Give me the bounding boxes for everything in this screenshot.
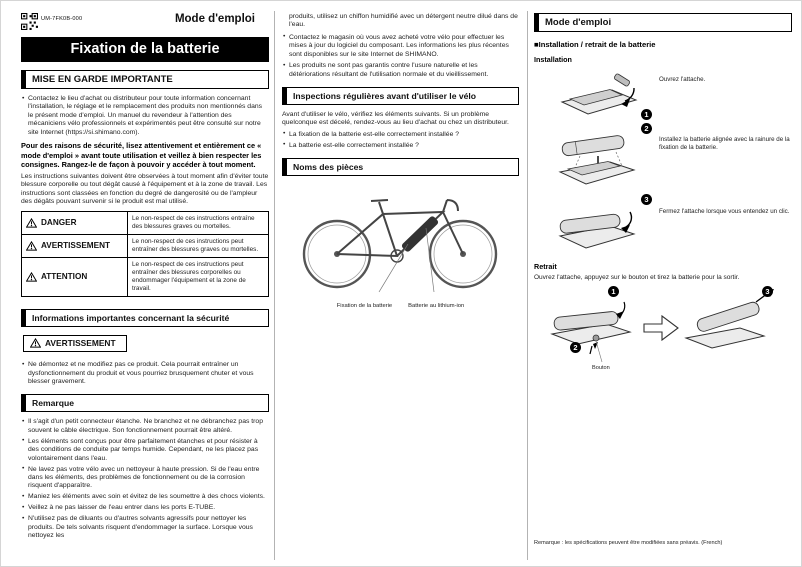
section-header-mode-demploi: Mode d'emploi bbox=[534, 13, 792, 32]
hazard-label: DANGER bbox=[41, 218, 77, 228]
battery-label: Batterie au lithium-ion bbox=[408, 303, 465, 310]
warning-icon bbox=[30, 338, 41, 348]
right-column bbox=[534, 13, 792, 378]
list-item: • Veillez à ne pas laisser de l'eau entrer dans les ports E-TUBE. bbox=[21, 504, 269, 512]
section-header-noms-des-pieces: Noms des pièces bbox=[282, 158, 519, 176]
install-step-1 bbox=[534, 68, 792, 122]
continuation-paragraph: produits, utilisez un chiffon humidifié avec un détergent neutre dilué dans de l'eau. bbox=[289, 13, 518, 29]
table-row-danger bbox=[22, 211, 269, 234]
battery-removal-figure bbox=[544, 286, 779, 378]
retrait-intro: Ouvrez l'attache, appuyez sur le bouton et tirez la batterie pour la sortir. bbox=[534, 274, 740, 281]
install-step-3 bbox=[534, 194, 792, 254]
step-2-figure bbox=[554, 123, 649, 194]
column-divider-right bbox=[527, 11, 528, 560]
footer-note: Remarque : les spécifications peuvent être modifiées sans préavis. (French) bbox=[534, 540, 723, 546]
step-caption: Installez la batterie alignée avec la rainure de la fixation de la batterie. bbox=[659, 136, 790, 152]
list-item: • Les éléments sont conçus pour être parfaitement étanches et pour résister à des conditions de conduite par temps humide. Cependant, ne les placez pas volontairement dans l'eau. bbox=[21, 438, 269, 463]
installation-label: Installation bbox=[534, 55, 572, 64]
battery-mount-open-figure bbox=[554, 68, 646, 122]
bouton-label: Bouton bbox=[592, 365, 610, 372]
list-item: • Maniez les éléments avec soin et évitez de les soumettre à des chocs violents. bbox=[21, 493, 269, 501]
bicycle-caption-row bbox=[282, 303, 519, 309]
hazard-label: ATTENTION bbox=[41, 272, 88, 282]
avertissement-label: AVERTISSEMENT bbox=[45, 338, 116, 349]
list-item: • Il s'agit d'un petit connecteur étanche. Ne branchez et ne débranchez pas trop souvent le câble électrique. Son fonctionnement pourrait être altéré. bbox=[21, 418, 269, 435]
warning-icon bbox=[26, 272, 37, 282]
install-step-2 bbox=[534, 123, 792, 194]
section-header-remarque: Remarque bbox=[21, 394, 269, 412]
battery-removal-diagram bbox=[544, 286, 779, 364]
section-header-mise-en-garde: MISE EN GARDE IMPORTANTE bbox=[21, 70, 269, 89]
removal-step-number-badge: 1 bbox=[608, 286, 619, 297]
battery-latch-close-figure bbox=[554, 200, 646, 254]
list-item: • Ne lavez pas votre vélo avec un nettoyeur à haute pression. Si de l'eau entre dans les éléments, des problèmes de fonctionnement ou de la corrosion risquent d'apparaître. bbox=[21, 466, 269, 491]
bicycle-figure bbox=[282, 180, 519, 309]
list-item: • Contactez le magasin où vous avez acheté votre vélo pour effectuer les mises à jour du logiciel du composant. Les informations les plus récentes sont disponibles sur le site Internet de SHIMANO. bbox=[282, 34, 519, 59]
step-number-badge: 1 bbox=[641, 109, 652, 120]
hazard-description: Le non-respect de ces instructions entraîne des blessures graves ou mortelles. bbox=[128, 211, 269, 234]
table-row-attention bbox=[22, 257, 269, 296]
removal-step-number-badge: 3 bbox=[762, 286, 773, 297]
inspection-list bbox=[282, 131, 519, 150]
list-item: • La fixation de la batterie est-elle correctement installée ? bbox=[282, 131, 519, 139]
bicycle-diagram bbox=[295, 180, 507, 298]
battery-mount-label: Fixation de la batterie bbox=[336, 303, 393, 310]
retrait-label: Retrait bbox=[534, 262, 557, 271]
section-header-informations-securite: Informations importantes concernant la sécurité bbox=[21, 309, 269, 327]
removal-step-number-badge: 2 bbox=[570, 342, 581, 353]
middle-column bbox=[282, 13, 519, 309]
subsection-installation-retrait: ■Installation / retrait de la batterie bbox=[534, 40, 656, 49]
mode-demploi-label: Mode d'emploi bbox=[174, 13, 255, 25]
inspection-intro: Avant d'utiliser le vélo, vérifiez les éléments suivants. Si un problème quelconque est décelé, rendez-vous au lieu d'achat ou chez un distributeur. bbox=[282, 110, 509, 127]
section-header-inspections: Inspections régulières avant d'utiliser le vélo bbox=[282, 87, 519, 105]
hazard-level-table bbox=[21, 211, 269, 297]
step-1-figure bbox=[554, 68, 649, 122]
step-caption: Fermez l'attache lorsque vous entendez un clic. bbox=[659, 208, 790, 215]
left-column bbox=[21, 13, 269, 543]
instructions-intro-paragraph: Les instructions suivantes doivent être observées à tout moment afin d'éviter toute blessure corporelle ou tout dégât causé à l'équipement et à la zone de travail. Les instructions sont classées en fonction du degré de dangerosité ou de l'ampleur des dégâts pouvant survenir si le produit est mal utilisé. bbox=[21, 172, 269, 206]
list-item: • La batterie est-elle correctement installée ? bbox=[282, 142, 519, 150]
doc-code: UM-7FK0B-000 bbox=[41, 16, 83, 22]
document-header bbox=[21, 13, 269, 33]
warning-icon bbox=[26, 218, 37, 228]
column-divider-left bbox=[274, 11, 275, 560]
step-number-badge: 2 bbox=[641, 123, 652, 134]
avertissement-box bbox=[23, 335, 127, 352]
warning-icon bbox=[26, 241, 37, 251]
hazard-description: Le non-respect de ces instructions peut entraîner des blessures graves ou mortelles. bbox=[128, 234, 269, 257]
step-3-figure bbox=[554, 194, 649, 254]
safety-bullet: • Ne démontez et ne modifiez pas ce produit. Cela pourrait entraîner un dysfonctionnement du produit et vous pourriez brusquement chuter et vous blesser gravement. bbox=[21, 361, 269, 386]
hazard-label: AVERTISSEMENT bbox=[41, 241, 110, 251]
contact-paragraph: • Contactez le lieu d'achat ou distributeur pour toute information concernant l'installation, le réglage et le remplacement des produits non mentionnés dans le présent mode d'emploi. Un manuel du revendeur à l'attention des mécaniciens vélo professionnels et expérimentés peut être consulté sur notre site Internet (https://si.shimano.com). bbox=[21, 95, 269, 137]
hazard-description: Le non-respect de ces instructions peut entraîner des blessures corporelles ou endommager l'équipement et la zone de travail. bbox=[128, 257, 269, 296]
list-item: • Les produits ne sont pas garantis contre l'usure naturelle et les détériorations résultant de l'utilisation normale et du vieillissement. bbox=[282, 62, 519, 79]
safety-bold-paragraph: Pour des raisons de sécurité, lisez attentivement et entièrement ce « mode d'emploi » avant toute utilisation et veillez à bien respecter les consignes. Rangez-le de façon à pouvoir y accéder à tout moment. bbox=[21, 141, 262, 170]
table-row-avertissement bbox=[22, 234, 269, 257]
remarque-list bbox=[21, 418, 269, 540]
step-number-badge: 3 bbox=[641, 194, 652, 205]
page-title: Fixation de la batterie bbox=[21, 37, 269, 62]
battery-align-figure bbox=[554, 128, 646, 194]
qr-code-icon bbox=[21, 13, 38, 30]
list-item: • N'utilisez pas de diluants ou d'autres solvants agressifs pour nettoyer les produits. De tels solvants risquent d'endommager la surface. Lorsque vous nettoyez les bbox=[21, 515, 269, 540]
step-caption: Ouvrez l'attache. bbox=[659, 76, 706, 83]
